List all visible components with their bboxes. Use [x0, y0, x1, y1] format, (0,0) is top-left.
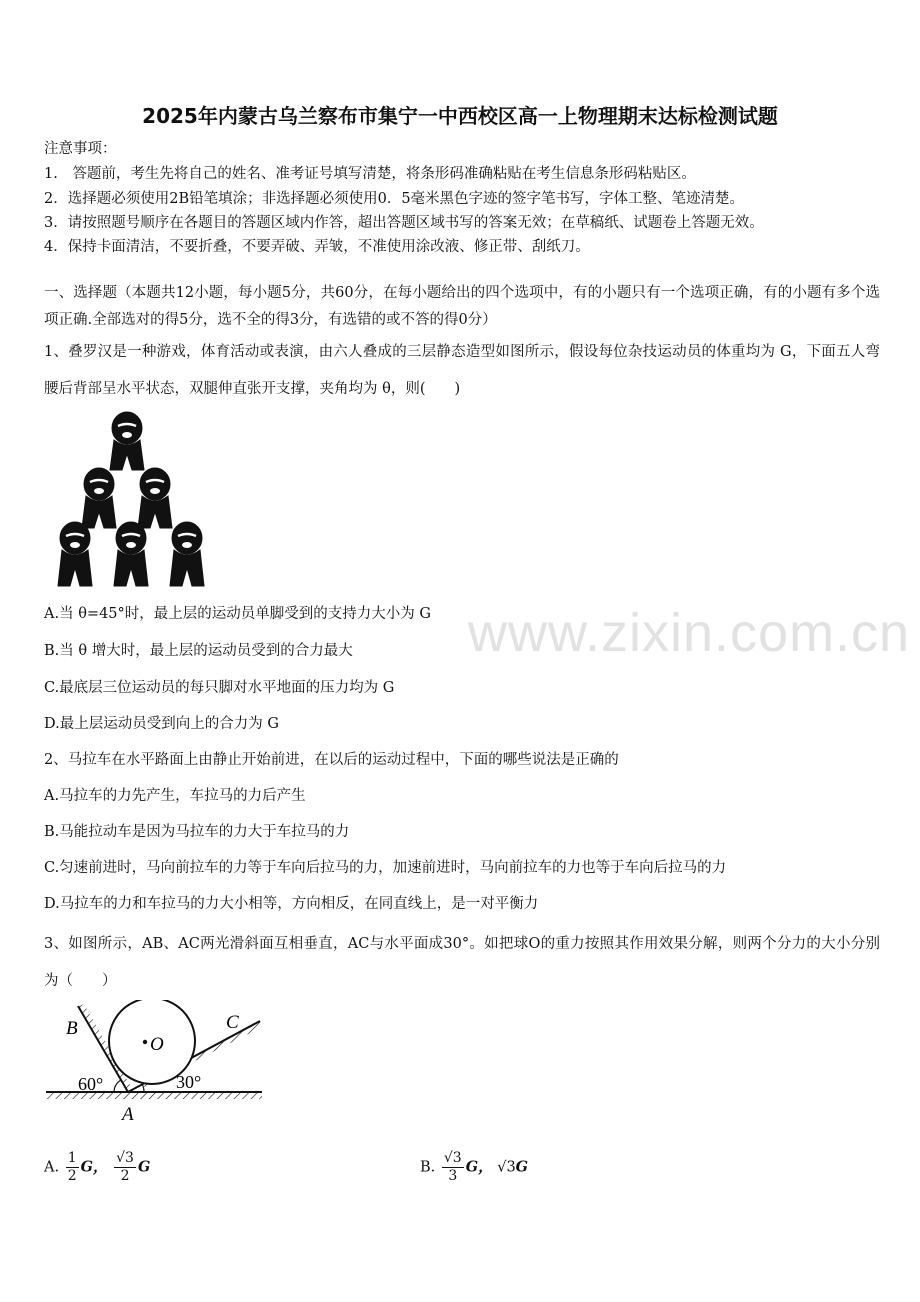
q1-option-d: D.最上层运动员受到向上的合力为 G — [44, 716, 279, 732]
fraction — [114, 1150, 136, 1185]
gravity-symbol: G， — [80, 1158, 108, 1176]
square-root: √3 — [497, 1159, 516, 1176]
notice-item-1: 1. 答题前，考生先将自己的姓名、准考证号填写清楚，将条形码准确粘贴在考生信息条形码粘贴区。 — [44, 166, 696, 182]
angle-right-label: 30° — [176, 1072, 202, 1092]
question-3-stem: 3、如图所示，AB、AC两光滑斜面互相垂直，AC与水平面成30°。如把球O的重力按照其作用效果分解，则两个分力的大小分别为（ ） — [44, 936, 880, 989]
option-letter: B. — [420, 1159, 436, 1176]
notice-item-2: 2．选择题必须使用2B铅笔填涂；非选择题必须使用0．5毫米黑色字迹的签字笔书写，字体工整、笔迹清楚。 — [44, 191, 745, 207]
question-1-stem: 1、叠罗汉是一种游戏，体育活动或表演，由六人叠成的三层静态造型如图所示，假设每位杂技运动员的体重均为 G，下面五人弯腰后背部呈水平状态，双腿伸直张开支撑，夹角均为 θ，则( ) — [44, 344, 880, 397]
fraction-numerator: √3 — [443, 1150, 462, 1166]
gravity-symbol: G — [137, 1158, 151, 1176]
fraction-denominator: 2 — [67, 1168, 77, 1184]
option-letter: A. — [44, 1159, 60, 1176]
incline-sphere-figure — [44, 1000, 266, 1126]
gravity-symbol: G — [515, 1158, 529, 1176]
watermark: www.zixin.com.cn — [468, 603, 911, 663]
notice-item-3: 3．请按照题号顺序在各题目的答题区域内作答，超出答题区域书写的答案无效；在草稿纸、试题卷上答题无效。 — [44, 215, 764, 231]
label-a: A — [122, 1104, 134, 1125]
human-pyramid-figure — [54, 410, 214, 590]
q3-option-b — [420, 1150, 528, 1185]
q1-option-a: A.当 θ=45°时，最上层的运动员单脚受到的支持力大小为 G — [44, 606, 431, 622]
angle-left-label: 60° — [78, 1074, 104, 1094]
fraction-denominator: 3 — [448, 1168, 458, 1184]
fraction-denominator: 2 — [120, 1168, 130, 1184]
question-2-stem: 2、马拉车在水平路面上由静止开始前进，在以后的运动过程中，下面的哪些说法是正确的 — [44, 752, 619, 768]
section-heading: 一、选择题（本题共12小题，每小题5分，共60分，在每小题给出的四个选项中，有的小题只有一个选项正确，有的小题有多个选项正确.全部选对的得5分，选不全的得3分，有选错的或不答的得0分） — [44, 285, 880, 328]
notice-item-4: 4．保持卡面清洁，不要折叠，不要弄破、弄皱，不准使用涂改液、修正带、刮纸刀。 — [44, 239, 590, 255]
gravity-symbol: G， — [465, 1158, 493, 1176]
fraction — [442, 1150, 464, 1185]
q2-option-c: C.匀速前进时，马向前拉车的力等于车向后拉马的力，加速前进时，马向前拉车的力也等于车向后拉马的力 — [44, 860, 727, 876]
label-c: C — [226, 1012, 239, 1033]
label-b: B — [66, 1018, 78, 1039]
q3-option-a — [44, 1150, 150, 1185]
label-o: O — [150, 1034, 164, 1055]
fraction-numerator: √3 — [116, 1150, 134, 1166]
q2-option-a: A.马拉车的力先产生，车拉马的力后产生 — [44, 788, 306, 804]
page-title: 2025年内蒙古乌兰察布市集宁一中西校区高一上物理期末达标检测试题 — [142, 104, 778, 128]
fraction — [66, 1150, 79, 1185]
q1-option-c: C.最底层三位运动员的每只脚对水平地面的压力均为 G — [44, 680, 395, 696]
q2-option-d: D.马拉车的力和车拉马的力大小相等，方向相反，在同直线上，是一对平衡力 — [44, 896, 539, 912]
notice-heading: 注意事项： — [44, 141, 117, 157]
fraction-numerator: 1 — [67, 1150, 77, 1166]
q1-option-b: B.当 θ 增大时，最上层的运动员受到的合力最大 — [44, 643, 353, 659]
q2-option-b: B.马能拉动车是因为马拉车的力大于车拉马的力 — [44, 824, 350, 840]
